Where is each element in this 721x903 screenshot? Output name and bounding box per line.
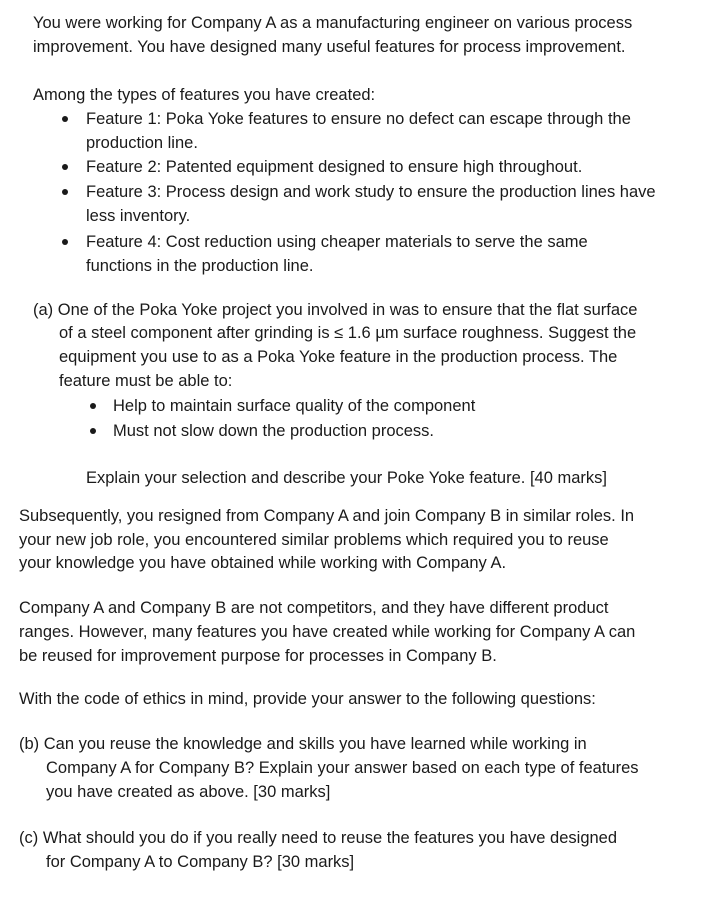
- question-a-line: of a steel component after grinding is ≤ 1.6 µm surface roughness. Suggest the: [59, 324, 637, 342]
- intro-line: improvement. You have designed many useful features for process improvement.: [33, 38, 626, 56]
- question-a-line: feature must be able to:: [59, 372, 233, 390]
- paragraph-line: Company A and Company B are not competitors, and they have different product: [19, 599, 609, 617]
- question-c-line: for Company A to Company B? [30 marks]: [46, 853, 355, 871]
- question-a-bullet-text: Help to maintain surface quality of the component: [113, 397, 476, 415]
- feature-line: Feature 4: Cost reduction using cheaper materials to serve the same: [86, 233, 588, 251]
- paragraph-line: your new job role, you encountered similar problems which required you to reuse: [19, 531, 609, 549]
- bullet-icon: [90, 403, 96, 409]
- paragraph-line: Subsequently, you resigned from Company A and join Company B in similar roles. In: [19, 507, 635, 525]
- question-a-line: (a) One of the Poka Yoke project you involved in was to ensure that the flat surface: [33, 301, 638, 319]
- bullet-icon: [90, 428, 96, 434]
- bullet-icon: [62, 239, 68, 245]
- question-a-line: equipment you use to as a Poka Yoke feature in the production process. The: [59, 348, 618, 366]
- question-b-line: Company A for Company B? Explain your answer based on each type of features: [46, 759, 639, 777]
- question-b-line: (b) Can you reuse the knowledge and skills you have learned while working in: [19, 735, 587, 753]
- question-c-line: (c) What should you do if you really need to reuse the features you have designed: [19, 829, 618, 847]
- question-a-closing: Explain your selection and describe your Poke Yoke feature. [40 marks]: [86, 469, 607, 487]
- features-heading: Among the types of features you have created:: [33, 86, 376, 104]
- feature-line: Feature 2: Patented equipment designed to ensure high throughout.: [86, 158, 583, 176]
- feature-line: Feature 1: Poka Yoke features to ensure no defect can escape through the: [86, 110, 631, 128]
- feature-line: Feature 3: Process design and work study to ensure the production lines have: [86, 183, 656, 201]
- ethics-instruction: With the code of ethics in mind, provide your answer to the following questions:: [19, 690, 596, 708]
- intro-line: You were working for Company A as a manufacturing engineer on various process: [33, 14, 633, 32]
- feature-line: functions in the production line.: [86, 257, 314, 275]
- paragraph-line: your knowledge you have obtained while working with Company A.: [19, 554, 507, 572]
- paragraph-line: be reused for improvement purpose for processes in Company B.: [19, 647, 497, 665]
- question-a-bullet-text: Must not slow down the production process.: [113, 422, 435, 440]
- feature-line: production line.: [86, 134, 198, 152]
- bullet-icon: [62, 116, 68, 122]
- paragraph-line: ranges. However, many features you have created while working for Company A can: [19, 623, 636, 641]
- feature-line: less inventory.: [86, 207, 191, 225]
- question-b-line: you have created as above. [30 marks]: [46, 783, 331, 801]
- bullet-icon: [62, 189, 68, 195]
- bullet-icon: [62, 164, 68, 170]
